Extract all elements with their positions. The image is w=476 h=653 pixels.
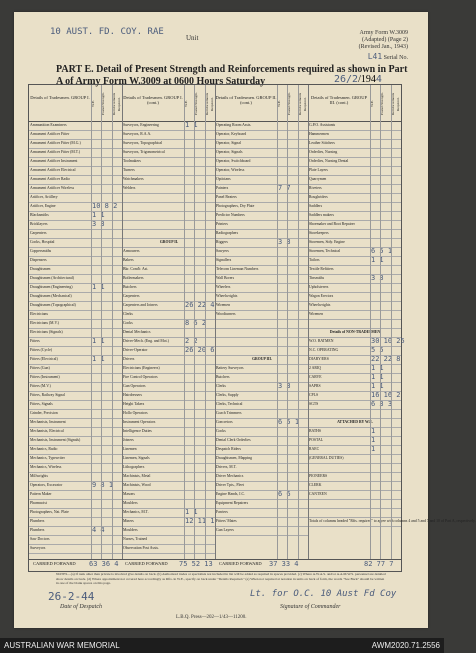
- column-divider: [308, 85, 309, 559]
- trade-name: Fitters (Instrument): [30, 375, 60, 379]
- trade-name: Printers: [216, 222, 228, 226]
- trade-name: Operators, Excavator: [30, 483, 63, 487]
- trade-name: Coppersmiths: [30, 249, 52, 253]
- trade-name: Predictor Numbers: [216, 213, 245, 217]
- trade-name: SAPRS: [309, 384, 321, 388]
- signature-label: Signature of Commander: [280, 604, 341, 610]
- trade-name: CARVE: [309, 375, 322, 379]
- table-column-4: [308, 85, 476, 559]
- trade-name: Mechanics, Radio: [30, 447, 58, 451]
- trade-name: ATTACHED BY W.E.: [337, 420, 373, 424]
- strength-values: 4 4: [92, 526, 105, 534]
- trade-name: Butchers: [123, 285, 137, 289]
- trade-name: Mechanists, Instrument: [30, 420, 66, 424]
- trade-name: Moulders: [123, 501, 138, 505]
- trade-name: Riveters: [309, 186, 322, 190]
- despatch-label: Date of Despatch: [60, 604, 102, 610]
- trade-name: Cooks: [123, 321, 133, 325]
- trade-name: Telecom Lineman Numbers: [216, 267, 259, 271]
- trade-name: Operator, Wireless: [216, 168, 245, 172]
- trade-name: CANTEEN: [309, 492, 327, 496]
- carried-forward-row: CARRIED FORWARD 63 36 4 CARRIED FORWARD 75 52 13 CARRIED FORWARD 37 33 4 82 77 7: [28, 557, 402, 572]
- trade-name: Nurses, Trained: [123, 537, 148, 541]
- trade-name: Watchmakers: [123, 177, 144, 181]
- column-subheader: Reinforcements Required.: [390, 92, 400, 116]
- trade-name: Photographers, Nat. Plate: [30, 510, 69, 514]
- trade-name: Woodturners: [216, 312, 236, 316]
- trade-name: Masons: [123, 492, 135, 496]
- trade-name: Fitters, Railway Signal: [30, 393, 65, 397]
- trade-name: Artificer, Engine: [30, 204, 56, 208]
- trade-name: Welders: [123, 186, 136, 190]
- trade-name: Wiremen: [309, 312, 323, 316]
- trade-name: Cooks: [216, 429, 226, 433]
- serial-number: L41 Serial No.: [367, 52, 408, 61]
- trade-name: Grinder, Precision: [30, 411, 58, 415]
- trade-name: Plumbers: [30, 528, 45, 532]
- strength-values: 7 7: [278, 184, 291, 192]
- subcolumn-divider: [91, 85, 92, 559]
- trade-name: Saddlers makers: [309, 213, 334, 217]
- strength-values: 6 5 1: [278, 418, 300, 426]
- strength-values: 9 8 1: [92, 481, 114, 489]
- trade-name: GROUP III.: [252, 357, 272, 361]
- trade-name: Equipment Repairers: [216, 501, 249, 505]
- trade-name: Carpenters: [123, 294, 140, 298]
- archive-footer: [0, 638, 444, 653]
- trade-name: Lithographers: [123, 465, 145, 469]
- strength-values: 30 10 25: [371, 337, 405, 345]
- trade-name: Blacksmiths: [30, 213, 49, 217]
- strength-values: 1 1: [92, 283, 105, 291]
- trade-name: POSTAL: [309, 438, 324, 442]
- trade-name: Panel Beaters: [216, 195, 237, 199]
- subcolumn-divider: [205, 85, 206, 559]
- trade-name: Tinsmiths: [309, 276, 325, 280]
- trade-name: Armament Artificer Instrument: [30, 159, 78, 163]
- subcolumn-divider: [184, 85, 185, 559]
- strength-values: 22 22 8: [371, 355, 401, 363]
- trade-name: Pharmacist: [30, 501, 47, 505]
- trade-name: Clerks, Technical: [216, 402, 243, 406]
- strength-values: 1: [371, 436, 376, 444]
- trade-name: Tailors: [309, 258, 320, 262]
- form-notes: NOTES—(a) If rank other than private is involved give details on back. (b) Authorized trades or specialists not included in list will be added as required in spaces provided. (c) Where A.W.A.S. and/or A.A.M.W.S. personnel are detailed show details on back. (d) Where appointment not covered here accordingly as Rfts. in W.E., specify on back under "Details Required." (e) When not required at notation in units on back of form, the words "See Back" should be written in one of the blank spaces on this page.: [56, 572, 386, 585]
- table-row: [29, 544, 122, 554]
- trade-name: Shoemaker and Boot Repairer: [309, 222, 355, 226]
- trade-name: Dispensers: [30, 258, 47, 262]
- strength-values: 1: [371, 445, 376, 453]
- column-header-title: Details of Tradesmen. GROUP II. (cont.): [215, 95, 277, 105]
- trade-name: Draughtsmen (Architectural): [30, 276, 74, 280]
- trade-name: Linemen: [123, 447, 137, 451]
- table-column-3: [215, 85, 308, 559]
- trade-name: Armament Artificer Fitter (M.T.): [30, 150, 81, 154]
- trade-name: Surveyors, Topographical: [123, 141, 163, 145]
- trade-name: Bakers: [123, 258, 134, 262]
- commander-signature: Lt. for O.C. 10 Aust Fd Coy: [250, 589, 397, 599]
- column-divider: [215, 85, 216, 559]
- trade-name: Surveyors, Trigonometrical: [123, 150, 165, 154]
- trade-name: Mechanists, Electrical: [30, 429, 64, 433]
- strength-values: 12 11 1: [185, 517, 215, 525]
- trade-name: Surveyors, Engineering: [123, 123, 159, 127]
- trade-name: Moulders: [123, 528, 138, 532]
- strength-values: 1: [371, 427, 376, 435]
- trade-name: Fitters' Mates: [216, 519, 237, 523]
- trade-name: Armament Artificer Wireless: [30, 186, 75, 190]
- column-subheader: Posted Strength.: [101, 92, 106, 116]
- trade-name: Plate Layers: [309, 168, 328, 172]
- trade-name: Boilermakers: [123, 276, 144, 280]
- form-title: PART E. Detail of Present Strength and Reinforcements required as shown in Part A of Army Form W.3009 at 0600 Hours Saturday: [56, 64, 408, 87]
- strength-values: 10 8 2: [92, 202, 118, 210]
- trade-name: Electricians (Signals): [30, 330, 63, 334]
- subcolumn-divider: [391, 85, 392, 559]
- trade-name: Electricians (Engineers): [123, 366, 160, 370]
- trade-name: Engine Hands, I.C.: [216, 492, 245, 496]
- column-header-title: Details of Tradesmen. GROUP III. (cont.): [311, 95, 367, 105]
- subcolumn-divider: [101, 85, 102, 559]
- strength-values: 1 1: [92, 337, 105, 345]
- column-divider: [122, 85, 123, 559]
- trade-name: Driver-Operator: [123, 348, 148, 352]
- trade-name: Photographers, Dry Plate: [216, 204, 255, 208]
- trade-name: Leather Stitchers: [309, 141, 335, 145]
- trade-name: Bricklayers: [30, 222, 48, 226]
- table-row: [215, 526, 308, 536]
- strength-values: 26 20 6: [185, 346, 215, 354]
- column-subheader: W.E.: [91, 100, 95, 108]
- strength-values: 1 1: [371, 256, 384, 264]
- despatch-date: 26-2-44: [48, 590, 95, 603]
- trade-name: G.P.O. Assistants: [309, 123, 336, 127]
- trade-name: Fitters (M.V.): [30, 384, 51, 388]
- trade-name: Driver Mechanics: [216, 474, 244, 478]
- strength-values: 3 3: [278, 238, 291, 246]
- trade-name: Fire Control Operators: [123, 375, 158, 379]
- trade-name: Painters: [216, 186, 229, 190]
- report-date: 26/2/1944: [334, 74, 382, 85]
- trade-name: Wagon Erectors: [309, 294, 334, 298]
- strength-values: 16 16 2: [371, 391, 401, 399]
- trade-name: Fitters: [30, 339, 40, 343]
- trade-name: Hairdressers: [123, 393, 142, 397]
- archive-id: AWM2020.71.2556: [371, 641, 440, 650]
- form-sheet: 10 AUST. FD. COY. RAE Unit Army Form W.3009 (Adapted) (Page 2) (Revised Jan., 1943) L41 Serial No. PART E. Detail of Present Strength and Reinforcements required as shown in Part A of Army Form W.3009 at 0600 Hours Saturday 26/2/1944: [14, 12, 428, 628]
- trade-name: DIARY/ERS: [309, 357, 329, 361]
- unit-handwritten: 10 AUST. FD. COY. RAE: [50, 27, 164, 37]
- trade-name: Surveyors: [30, 546, 46, 550]
- trade-name: Carpenters: [30, 231, 47, 235]
- trade-name: Wheelwrights: [216, 294, 238, 298]
- printer-imprint: L.B.Q. Press—202—1/43—11200.: [176, 615, 247, 620]
- column-subheader: Reinforcements Required.: [297, 92, 307, 116]
- trade-name: Toolmakers: [123, 159, 141, 163]
- column-header: [308, 85, 401, 122]
- table-row: [308, 517, 476, 527]
- trade-name: Coach Trimmers: [216, 411, 242, 415]
- archive-name: AUSTRALIAN WAR MEMORIAL: [4, 641, 120, 650]
- trade-name: Sawyers: [216, 249, 229, 253]
- trade-name: Gun Operators: [123, 384, 146, 388]
- subcolumn-divider: [277, 85, 278, 559]
- trade-name: Armament Artificer Radio: [30, 177, 71, 181]
- column-header: [29, 85, 122, 122]
- trade-name: CPLS: [309, 393, 319, 397]
- trade-name: Armament Artificer Fitter (M.G.): [30, 141, 81, 145]
- trade-name: Draughtsmen (Topographical): [30, 303, 76, 307]
- trade-name: Orderlies, Nursing: [309, 150, 338, 154]
- subcolumn-divider: [287, 85, 288, 559]
- trade-name: Bkr. Cond'r. Ast.: [123, 267, 149, 271]
- strength-values: 6 5 1: [371, 247, 393, 255]
- trade-name: Clerks: [216, 384, 226, 388]
- trade-name: Artificer, Artillery: [30, 195, 58, 199]
- trade-name: Roughriders: [309, 195, 328, 199]
- trade-name: Wheelwrights: [309, 303, 331, 307]
- trade-name: Opticians: [216, 177, 231, 181]
- trade-name: Ammunition Examiners: [30, 123, 67, 127]
- trade-name: Operator, Signals: [216, 150, 243, 154]
- column-subheader: Posted Strength.: [287, 92, 292, 116]
- trade-name: Storemen, Technical: [309, 249, 341, 253]
- trade-name: Carpenters and Joiners: [123, 303, 158, 307]
- column-subheader: W.E.: [370, 100, 374, 108]
- trade-name: Farriers: [216, 510, 228, 514]
- trade-name: Plumbers: [30, 519, 45, 523]
- strength-values: 5 5: [371, 346, 384, 354]
- trade-name: Height Takers: [123, 402, 145, 406]
- trade-name: Signallers: [216, 258, 232, 262]
- trade-name: Draughtsmen: [30, 267, 51, 271]
- trade-name: Draughtsmen (Mechanical): [30, 294, 72, 298]
- trade-name: Electricians (M.V.): [30, 321, 59, 325]
- trade-name: Draughtsmen (Engineering): [30, 285, 73, 289]
- strength-table: [28, 84, 476, 560]
- trade-name: Quarrymen: [309, 177, 327, 181]
- trade-name: Fitters (Electrical): [30, 357, 58, 361]
- column-subheader: Posted Strength.: [380, 92, 385, 116]
- trade-name: Joiners: [123, 438, 134, 442]
- table-column-1: [29, 85, 122, 559]
- trade-name: Armament Artificer Fitter: [30, 132, 70, 136]
- column-subheader: Reinforcements Required.: [204, 92, 214, 116]
- trade-name: BATHS: [309, 429, 322, 433]
- trade-name: Storemen, Stdy. Engine: [309, 240, 345, 244]
- trade-name: Machinists, Metal: [123, 474, 151, 478]
- trade-name: Storekeepers: [309, 231, 329, 235]
- strength-values: 1 1: [185, 121, 198, 129]
- trade-name: RAEC: [309, 447, 320, 451]
- trade-name: Totals of columns headed "Rfts. required" to agree with columns 4 and 5 and 7 and 10 of Part A, respectively.: [309, 519, 476, 523]
- trade-name: Miners: [123, 519, 134, 523]
- trade-name: Operator, Signal: [216, 141, 241, 145]
- strength-values: 1 1: [371, 373, 384, 381]
- trade-name: SGTS: [309, 402, 319, 406]
- subcolumn-divider: [380, 85, 381, 559]
- trade-name: Operating Room Assts.: [216, 123, 252, 127]
- trade-name: Saw Doctors: [30, 537, 50, 541]
- trade-name: Battery Surveyors: [216, 366, 244, 370]
- column-header: [215, 85, 308, 122]
- trade-name: GROUP II.: [159, 240, 179, 244]
- strength-values: 2 2: [185, 337, 198, 345]
- strength-values: 3 3: [92, 220, 105, 228]
- subcolumn-divider: [298, 85, 299, 559]
- table-row: [122, 544, 215, 554]
- strength-values: 6 3 3: [371, 400, 393, 408]
- column-subheader: W.E.: [277, 100, 281, 108]
- trade-name: Radiographers: [216, 231, 239, 235]
- trade-name: Mechanists, Instrument (Signals): [30, 438, 81, 442]
- strength-values: 8 6 2: [185, 319, 207, 327]
- trade-name: (GENERAL DUTIES): [309, 456, 344, 460]
- trade-name: Hammermen: [309, 132, 329, 136]
- form-reference: Army Form W.3009 (Adapted) (Page 2) (Revised Jan., 1943): [358, 30, 408, 50]
- trade-name: N.C. OPERATING: [309, 348, 339, 352]
- trade-name: Concretors: [216, 420, 233, 424]
- trade-name: Dental Mechanics: [123, 330, 151, 334]
- trade-name: Operator, Keyboard: [216, 132, 247, 136]
- trade-name: Armourers: [123, 249, 140, 253]
- strength-values: 3 3: [278, 382, 291, 390]
- trade-name: Upholsterers: [309, 285, 329, 289]
- strength-values: 6 6: [278, 490, 291, 498]
- trade-name: W.O. BATMEN: [309, 339, 334, 343]
- trade-name: Orderlies, Nursing Dental: [309, 159, 349, 163]
- trade-name: Mechanics, Typewriter: [30, 456, 65, 460]
- subcolumn-divider: [370, 85, 371, 559]
- trade-name: Butchers: [216, 375, 230, 379]
- trade-name: Mechanics, M.T.: [123, 510, 149, 514]
- trade-name: Dental Clerk Orderlies: [216, 438, 251, 442]
- trade-name: PIONEERS: [309, 474, 328, 478]
- trade-name: Hollo Operators: [123, 411, 148, 415]
- trade-name: Instrument Operators: [123, 420, 156, 424]
- trade-name: Clerks: [123, 312, 133, 316]
- trade-name: Drivers, M.T.: [216, 465, 237, 469]
- trade-name: Surveyors, R.A.A.: [123, 132, 152, 136]
- trade-name: Observation Post Assts.: [123, 546, 159, 550]
- column-subheader: Posted Strength.: [194, 92, 199, 116]
- trade-name: Draughtsmen, Mapping: [216, 456, 253, 460]
- strength-values: 1 1: [92, 211, 105, 219]
- column-header: [122, 85, 215, 122]
- strength-values: 26 22 4: [185, 301, 215, 309]
- trade-name: Fitters, Signals: [30, 402, 53, 406]
- trade-name: Saddlers: [309, 204, 323, 208]
- trade-name: Fitters (Cycle): [30, 348, 53, 352]
- trade-name: Millwrights: [30, 474, 48, 478]
- strength-values: 1 1: [92, 355, 105, 363]
- column-subheader: Reinforcements Required.: [111, 92, 121, 116]
- trade-name: Operator, Switchboard: [216, 159, 251, 163]
- trade-name: Wiremen: [216, 303, 230, 307]
- trade-name: Wall Borers: [216, 276, 235, 280]
- table-column-2: [122, 85, 215, 559]
- trade-name: 2 ARIQ: [309, 366, 321, 370]
- trade-name: Mechanics, Wireless: [30, 465, 62, 469]
- trade-name: Linemen, Signals: [123, 456, 150, 460]
- trade-name: Despatch Riders: [216, 447, 241, 451]
- strength-values: 1 1: [185, 508, 198, 516]
- trade-name: Machinists, Wood: [123, 483, 151, 487]
- trade-name: Cooks, Hospital: [30, 240, 55, 244]
- trade-name: Details of NON-TRADESMEN: [329, 330, 381, 334]
- trade-name: Gun Layers: [216, 528, 234, 532]
- strength-values: 1 1: [371, 382, 384, 390]
- trade-name: Riggers: [216, 240, 228, 244]
- strength-values: 1 1: [371, 364, 384, 372]
- trade-name: Turners: [123, 168, 135, 172]
- trade-name: Drivers: [123, 357, 135, 361]
- trade-name: Textile Refitters: [309, 267, 334, 271]
- trade-name: Fitters (Gun): [30, 366, 50, 370]
- trade-name: Electricians: [30, 312, 48, 316]
- column-subheader: W.E.: [184, 100, 188, 108]
- trade-name: Driver-Mech. (Eng. and Mot.): [123, 339, 169, 343]
- trade-name: Clerks, Supply: [216, 393, 239, 397]
- trade-name: CLERK: [309, 483, 322, 487]
- trade-name: Wheelers: [216, 285, 231, 289]
- column-header-title: Details of Tradesmen. GROUP I. (cont.): [123, 95, 183, 105]
- trade-name: Armament Artificer Electrical: [30, 168, 76, 172]
- subcolumn-divider: [112, 85, 113, 559]
- trade-name: Intelligence Duties: [123, 429, 152, 433]
- trade-name: Driver Tpts., Fleet: [216, 483, 244, 487]
- trade-name: Pattern Maker: [30, 492, 52, 496]
- strength-values: 3 3: [371, 274, 384, 282]
- subcolumn-divider: [194, 85, 195, 559]
- column-header-title: Details of Tradesmen. GROUP I.: [30, 95, 90, 100]
